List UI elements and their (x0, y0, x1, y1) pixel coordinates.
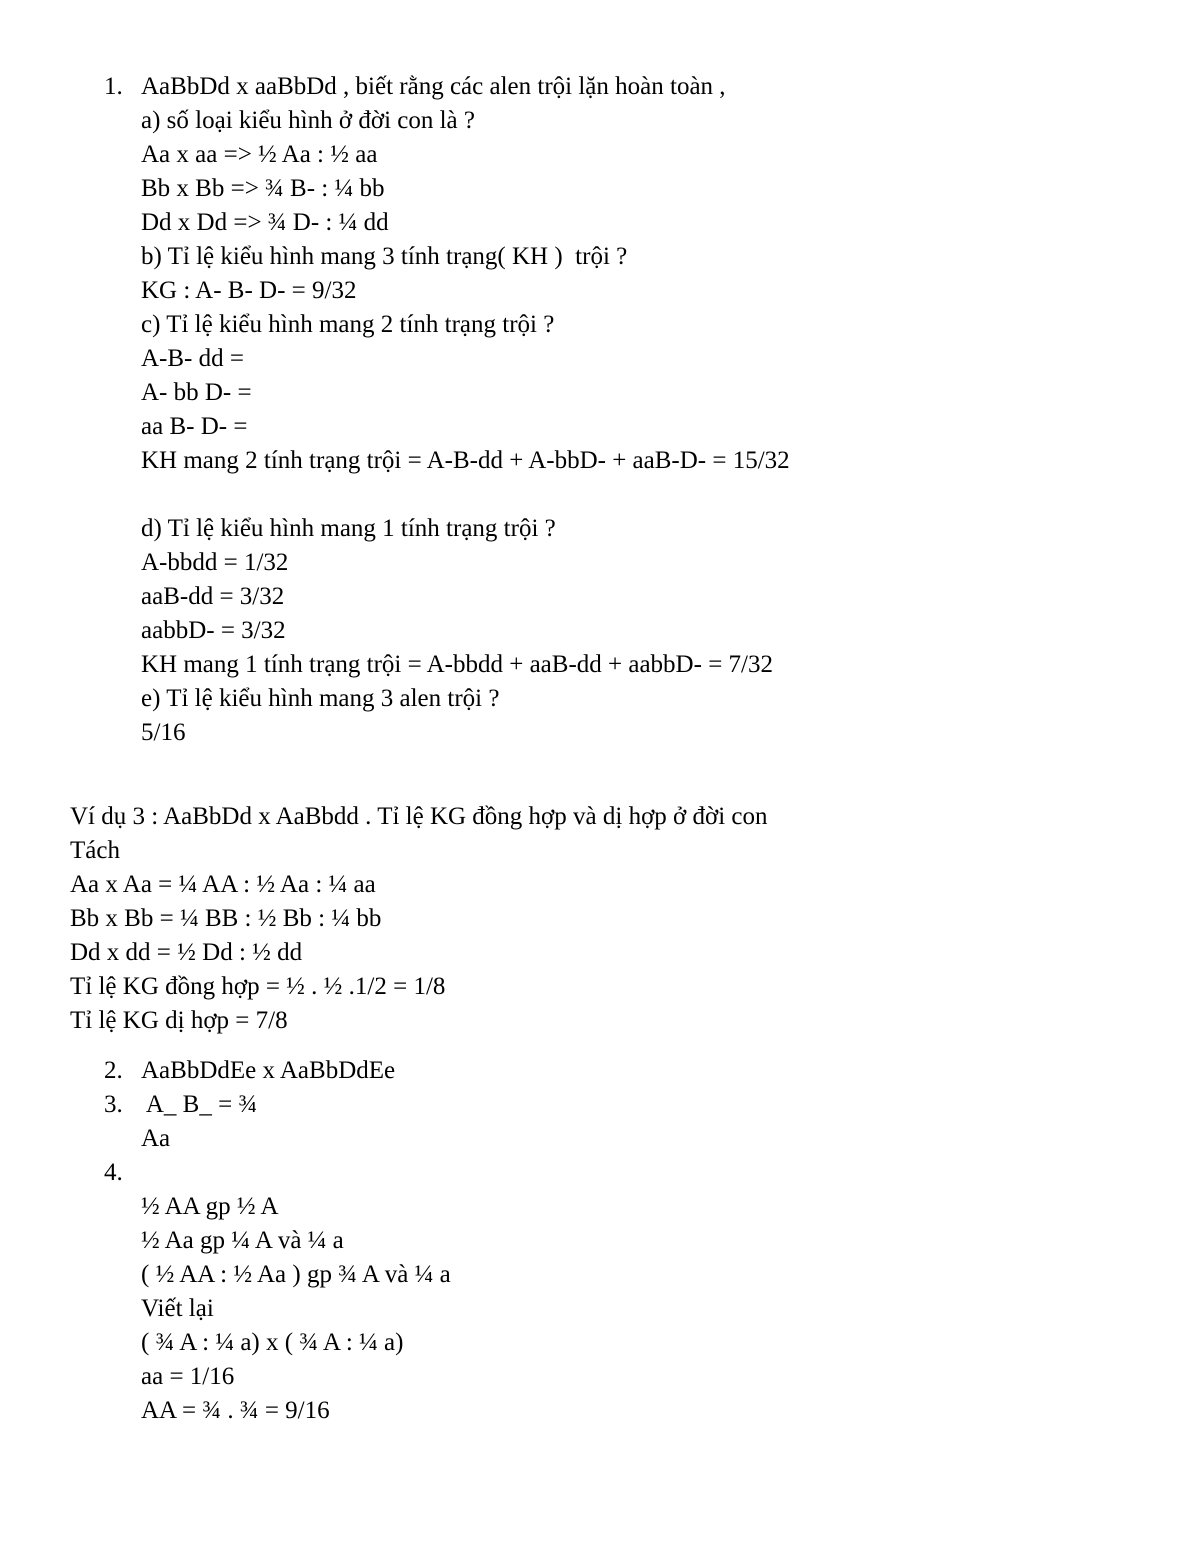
q1-c-line2: A- bb D- = (141, 379, 252, 406)
q1-c-total: KH mang 2 tính trạng trội = A-B-dd + A-bbD- + aaB-D- = 15/32 (141, 447, 790, 474)
example3-line2: Bb x Bb = ¼ BB : ½ Bb : ¼ bb (70, 905, 382, 932)
q1-d-line1: A-bbdd = 1/32 (141, 549, 289, 576)
q1-d-line3: aabbD- = 3/32 (141, 617, 286, 644)
q1-c-line3: aa B- D- = (141, 413, 248, 440)
q4-line4: Viết lại (141, 1295, 214, 1322)
example3-tach: Tách (70, 837, 120, 864)
q1-d-line2: aaB-dd = 3/32 (141, 583, 285, 610)
example3-line3: Dd x dd = ½ Dd : ½ dd (70, 939, 303, 966)
example3-line5: Tỉ lệ KG dị hợp = 7/8 (70, 1007, 288, 1034)
q1-c-question: c) Tỉ lệ kiểu hình mang 2 tính trạng trội ? (141, 311, 555, 338)
q4-line6: aa = 1/16 (141, 1363, 235, 1390)
q3-number: 3. (104, 1091, 123, 1118)
q4-line3: ( ½ AA : ½ Aa ) gp ¾ A và ¼ a (141, 1261, 451, 1288)
q1-b-question: b) Tỉ lệ kiểu hình mang 3 tính trạng( KH ) trội ? (141, 243, 628, 270)
q4-line5: ( ¾ A : ¼ a) x ( ¾ A : ¼ a) (141, 1329, 404, 1356)
q3-text: A_ B_ = ¾ (141, 1091, 258, 1118)
q4-line7: AA = ¾ . ¾ = 9/16 (141, 1397, 330, 1424)
q1-a-line3: Dd x Dd => ¾ D- : ¼ dd (141, 209, 389, 236)
example3-line1: Aa x Aa = ¼ AA : ½ Aa : ¼ aa (70, 871, 376, 898)
q4-line2: ½ Aa gp ¼ A và ¼ a (141, 1227, 344, 1254)
example3-line4: Tỉ lệ KG đồng hợp = ½ . ½ .1/2 = 1/8 (70, 973, 446, 1000)
q1-a-line1: Aa x aa => ½ Aa : ½ aa (141, 141, 378, 168)
q4-number: 4. (104, 1159, 123, 1186)
example3-title: Ví dụ 3 : AaBbDd x AaBbdd . Tỉ lệ KG đồng hợp và dị hợp ở đời con (70, 803, 768, 830)
q3-line2: Aa (141, 1125, 171, 1152)
q1-a-question: a) số loại kiểu hình ở đời con là ? (141, 107, 475, 134)
q2-text: AaBbDdEe x AaBbDdEe (141, 1057, 396, 1084)
q1-d-total: KH mang 1 tính trạng trội = A-bbdd + aaB-dd + aabbD- = 7/32 (141, 651, 773, 678)
q1-b-answer: KG : A- B- D- = 9/32 (141, 277, 357, 304)
q1-number: 1. (104, 73, 123, 100)
q1-a-line2: Bb x Bb => ¾ B- : ¼ bb (141, 175, 385, 202)
q1-c-line1: A-B- dd = (141, 345, 244, 372)
q4-line1: ½ AA gp ½ A (141, 1193, 279, 1220)
q1-d-question: d) Tỉ lệ kiểu hình mang 1 tính trạng trội ? (141, 515, 556, 542)
q1-e-question: e) Tỉ lệ kiểu hình mang 3 alen trội ? (141, 685, 500, 712)
q1-e-answer: 5/16 (141, 719, 186, 746)
q1-title: AaBbDd x aaBbDd , biết rằng các alen trội lặn hoàn toàn , (141, 73, 726, 100)
q2-number: 2. (104, 1057, 123, 1084)
